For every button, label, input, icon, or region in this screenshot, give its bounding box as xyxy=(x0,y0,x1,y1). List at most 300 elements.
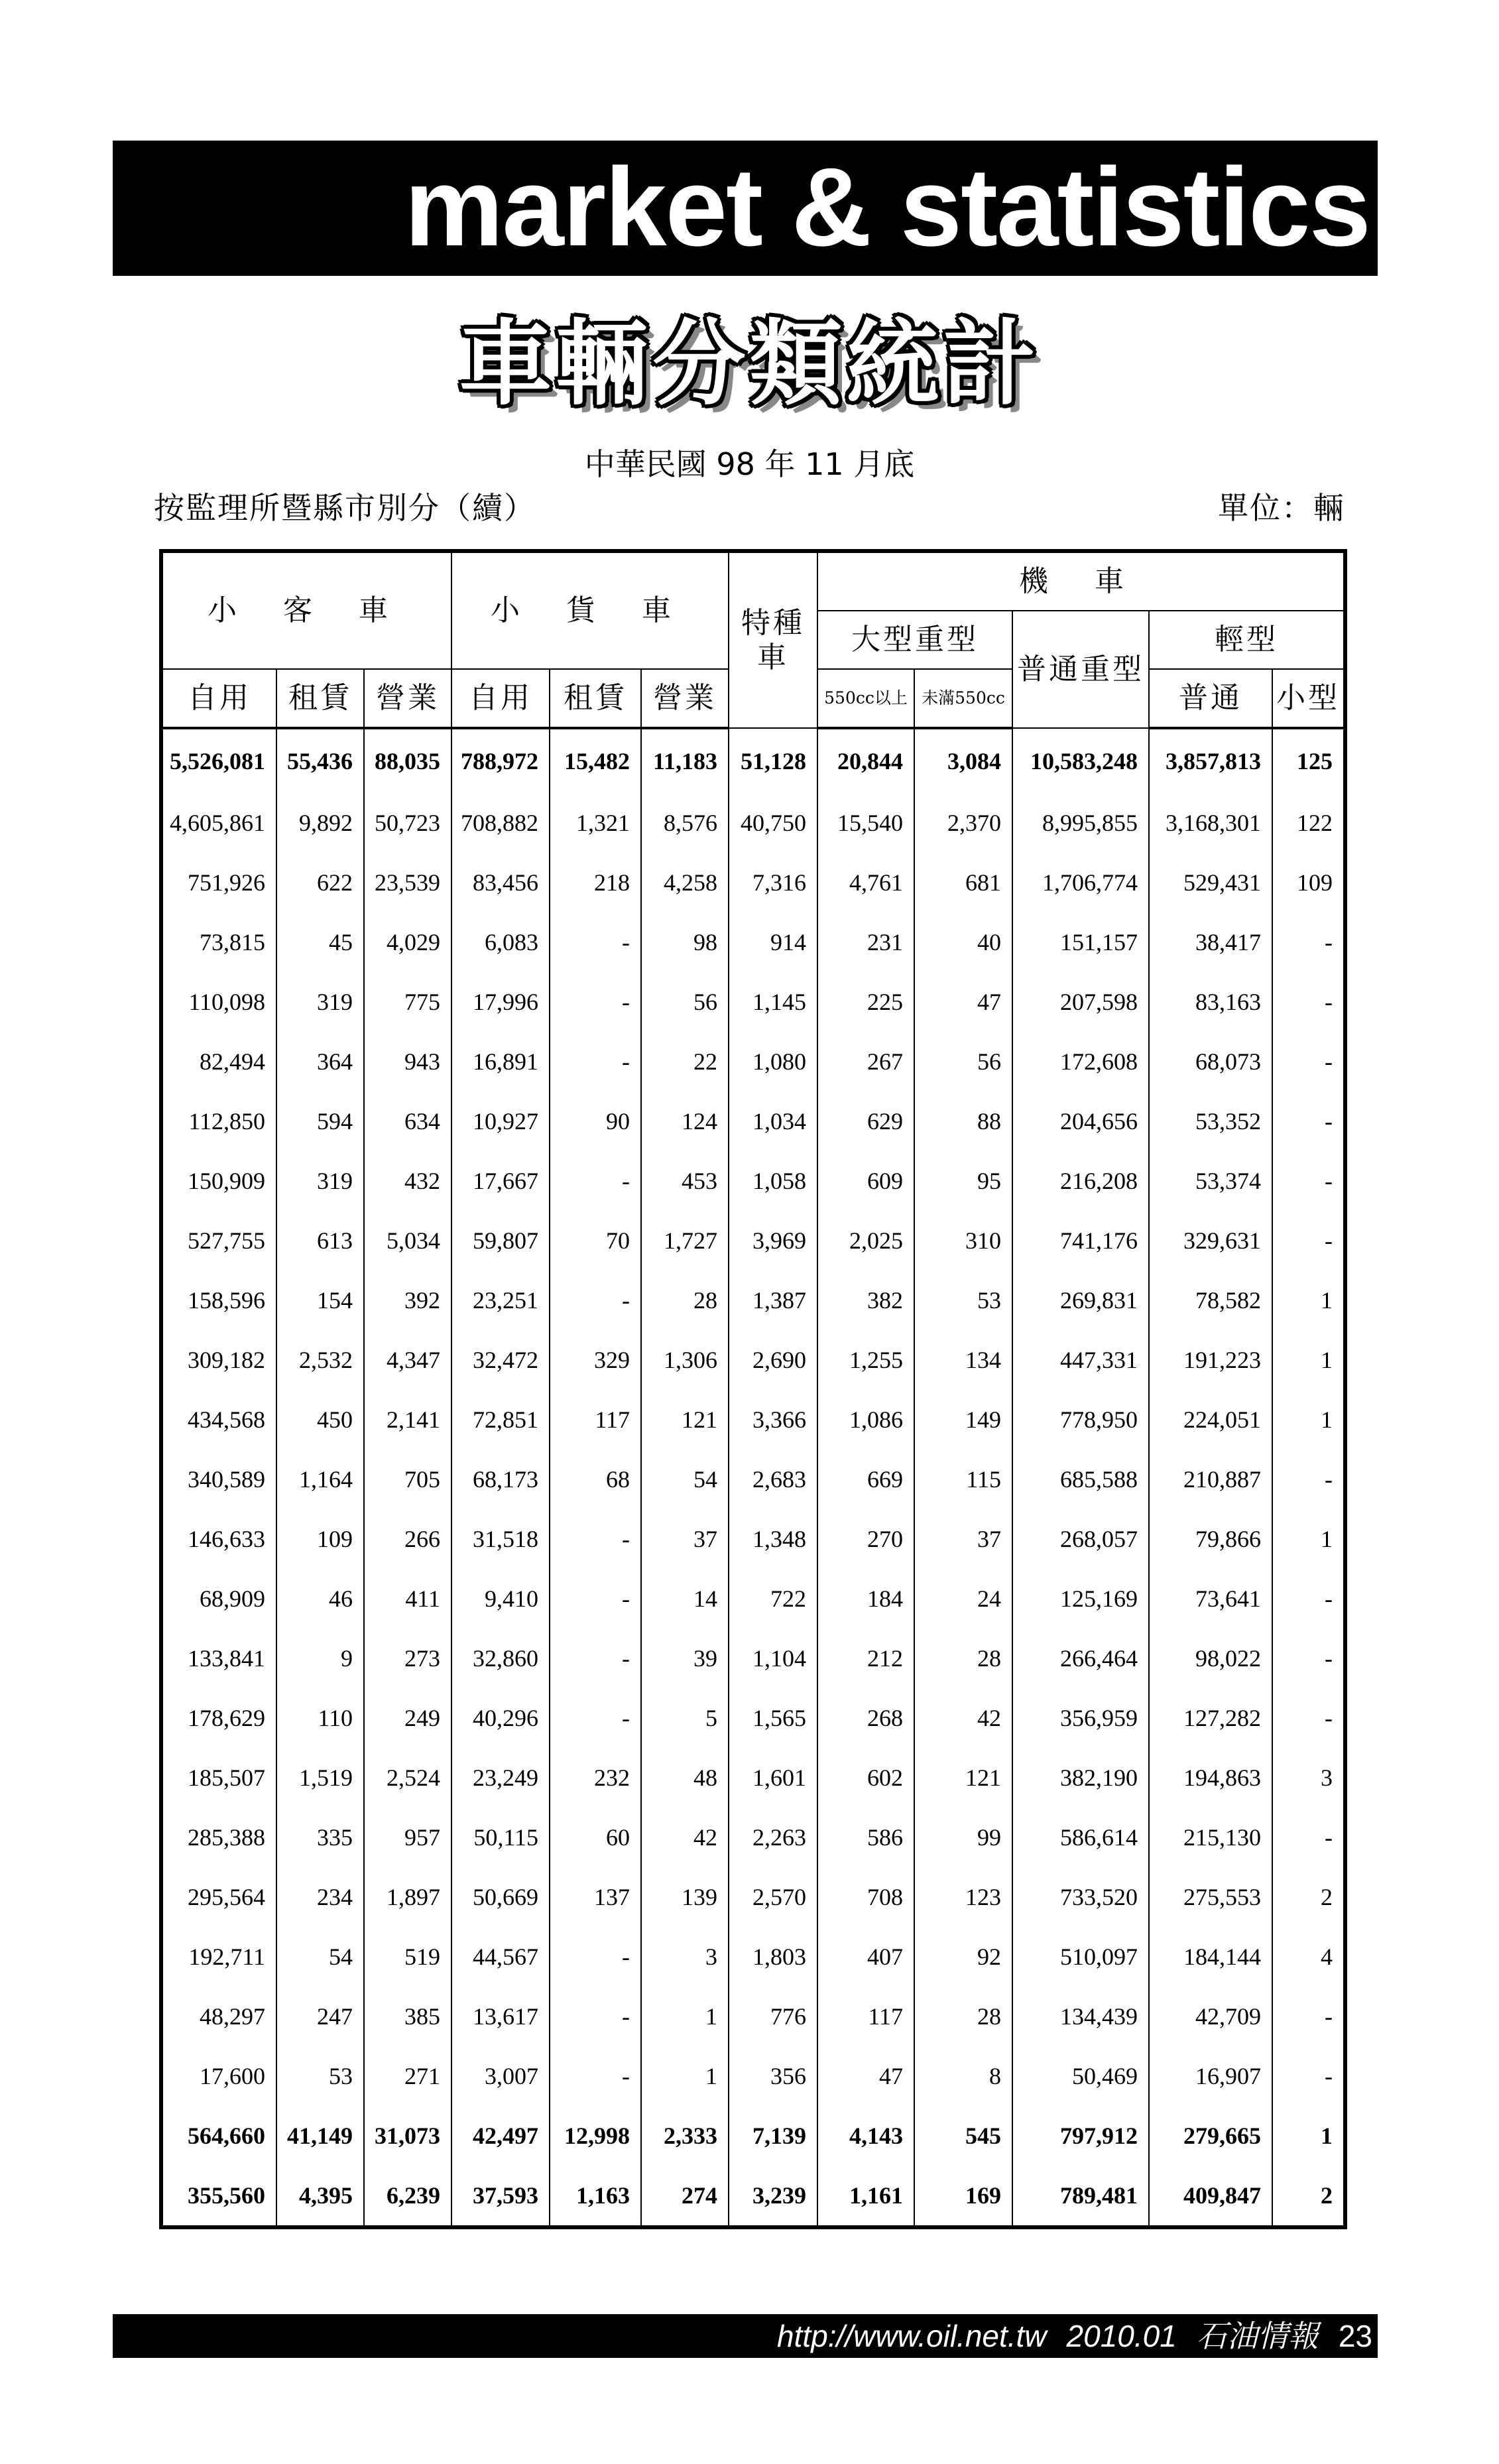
table-cell: 40,750 xyxy=(729,793,817,853)
table-cell: 295,564 xyxy=(161,1867,276,1927)
table-row xyxy=(161,1569,1345,1629)
table-cell: 17,600 xyxy=(161,2046,276,2106)
table-cell: - xyxy=(1272,912,1345,972)
table-cell: 194,863 xyxy=(1149,1748,1272,1808)
table-cell: 1,387 xyxy=(729,1270,817,1330)
table-cell: 3,007 xyxy=(451,2046,550,2106)
table-cell: 4,761 xyxy=(817,853,914,912)
table-cell: 733,520 xyxy=(1012,1867,1149,1927)
table-cell: 17,996 xyxy=(451,972,550,1032)
table-cell: 319 xyxy=(276,972,364,1032)
table-cell: - xyxy=(1272,1449,1345,1509)
table-cell: 775 xyxy=(364,972,451,1032)
table-cell: - xyxy=(550,1151,641,1211)
table-cell: 50,669 xyxy=(451,1867,550,1927)
table-cell: 112,850 xyxy=(161,1091,276,1151)
table-cell: - xyxy=(1272,1569,1345,1629)
table-cell: 90 xyxy=(550,1091,641,1151)
table-cell: 31,073 xyxy=(364,2106,451,2166)
table-cell: 4,029 xyxy=(364,912,451,972)
table-cell: 545 xyxy=(914,2106,1012,2166)
table-cell: 137 xyxy=(550,1867,641,1927)
table-cell: 7,139 xyxy=(729,2106,817,2166)
table-cell: 54 xyxy=(276,1927,364,1987)
table-cell: 47 xyxy=(817,2046,914,2106)
table-cell: - xyxy=(550,1032,641,1091)
table-cell: 3 xyxy=(641,1927,729,1987)
table-cell: 50,115 xyxy=(451,1808,550,1867)
footer-date: 2010.01 xyxy=(1066,2319,1177,2353)
table-cell: 72,851 xyxy=(451,1390,550,1449)
table-cell: 15,540 xyxy=(817,793,914,853)
table-caption: 按監理所暨縣市別分（續） xyxy=(154,490,536,526)
table-row xyxy=(161,1509,1345,1569)
table-cell: 216,208 xyxy=(1012,1151,1149,1211)
table-cell: 7,316 xyxy=(729,853,817,912)
table-cell: 1,706,774 xyxy=(1012,853,1149,912)
table-cell: 1,104 xyxy=(729,1629,817,1688)
table-row xyxy=(161,1270,1345,1330)
table-row xyxy=(161,1808,1345,1867)
table-cell: 586,614 xyxy=(1012,1808,1149,1867)
table-cell: 271 xyxy=(364,2046,451,2106)
table-cell: 42 xyxy=(914,1688,1012,1748)
table-cell: 23,251 xyxy=(451,1270,550,1330)
page-number: 23 xyxy=(1338,2319,1372,2353)
table-cell: 629 xyxy=(817,1091,914,1151)
table-cell: 2,025 xyxy=(817,1211,914,1270)
table-cell: 2,690 xyxy=(729,1330,817,1390)
table-cell: 13,617 xyxy=(451,1987,550,2046)
table-cell: - xyxy=(1272,1091,1345,1151)
table-cell: 3 xyxy=(1272,1748,1345,1808)
table-cell: 23,539 xyxy=(364,853,451,912)
table-cell: - xyxy=(1272,1688,1345,1748)
table-cell: 355,560 xyxy=(161,2166,276,2227)
table-cell: 15,482 xyxy=(550,728,641,793)
table-row xyxy=(161,1032,1345,1091)
footer-bar xyxy=(113,2314,1378,2358)
table-cell: 184 xyxy=(817,1569,914,1629)
table-row xyxy=(161,1987,1345,2046)
table-cell: 778,950 xyxy=(1012,1390,1149,1449)
table-cell: 151,157 xyxy=(1012,912,1149,972)
table-cell: - xyxy=(1272,972,1345,1032)
table-cell: - xyxy=(1272,1151,1345,1211)
header-rental: 租賃 xyxy=(276,669,364,728)
table-cell: 51,128 xyxy=(729,728,817,793)
table-cell: 2,570 xyxy=(729,1867,817,1927)
table-cell: 705 xyxy=(364,1449,451,1509)
table-cell: 622 xyxy=(276,853,364,912)
header-cc-under-550: 未滿550cc xyxy=(914,669,1012,728)
table-cell: 1,034 xyxy=(729,1091,817,1151)
table-cell: 53,352 xyxy=(1149,1091,1272,1151)
table-cell: 3,969 xyxy=(729,1211,817,1270)
table-cell: 385 xyxy=(364,1987,451,2046)
table-row xyxy=(161,1688,1345,1748)
header-special: 特種車 xyxy=(729,551,817,728)
table-cell: 681 xyxy=(914,853,1012,912)
table-cell: 1,348 xyxy=(729,1509,817,1569)
table-cell: 9,410 xyxy=(451,1569,550,1629)
table-cell: 1,161 xyxy=(817,2166,914,2227)
table-cell: 1,727 xyxy=(641,1211,729,1270)
table-cell: 169 xyxy=(914,2166,1012,2227)
table-cell: 450 xyxy=(276,1390,364,1449)
table-cell: 110 xyxy=(276,1688,364,1748)
table-cell: 943 xyxy=(364,1032,451,1091)
table-cell: 232 xyxy=(550,1748,641,1808)
table-cell: - xyxy=(550,912,641,972)
table-cell: 267 xyxy=(817,1032,914,1091)
table-cell: 207,598 xyxy=(1012,972,1149,1032)
table-cell: 185,507 xyxy=(161,1748,276,1808)
table-cell: 10,927 xyxy=(451,1091,550,1151)
table-cell: 134,439 xyxy=(1012,1987,1149,2046)
table-cell: 32,472 xyxy=(451,1330,550,1390)
table-cell: 319 xyxy=(276,1151,364,1211)
table-cell: 356,959 xyxy=(1012,1688,1149,1748)
table-cell: 28 xyxy=(641,1270,729,1330)
table-cell: 1 xyxy=(1272,1390,1345,1449)
table-cell: 68 xyxy=(550,1449,641,1509)
table-cell: 88,035 xyxy=(364,728,451,793)
table-cell: 586 xyxy=(817,1808,914,1867)
table-row xyxy=(161,1927,1345,1987)
table-cell: 268,057 xyxy=(1012,1509,1149,1569)
table-cell: 788,972 xyxy=(451,728,550,793)
table-cell: 356 xyxy=(729,2046,817,2106)
header-light: 輕型 xyxy=(1149,611,1345,669)
table-cell: 46 xyxy=(276,1569,364,1629)
table-cell: 2,524 xyxy=(364,1748,451,1808)
table-cell: 1,321 xyxy=(550,793,641,853)
table-cell: 31,518 xyxy=(451,1509,550,1569)
table-cell: 92 xyxy=(914,1927,1012,1987)
table-cell: 9 xyxy=(276,1629,364,1688)
table-cell: 39 xyxy=(641,1629,729,1688)
table-cell: 2 xyxy=(1272,2166,1345,2227)
table-cell: 9,892 xyxy=(276,793,364,853)
table-cell: 1,803 xyxy=(729,1927,817,1987)
table-cell: 266,464 xyxy=(1012,1629,1149,1688)
table-cell: 68,073 xyxy=(1149,1032,1272,1091)
table-cell: 149 xyxy=(914,1390,1012,1449)
table-cell: - xyxy=(1272,1211,1345,1270)
table-row xyxy=(161,1867,1345,1927)
header-motorcycle: 機 車 xyxy=(817,551,1345,611)
table-cell: - xyxy=(550,1987,641,2046)
header-private: 自用 xyxy=(161,669,276,728)
table-cell: 24 xyxy=(914,1569,1012,1629)
table-cell: 382 xyxy=(817,1270,914,1330)
table-cell: 1 xyxy=(1272,1270,1345,1330)
table-cell: 99 xyxy=(914,1808,1012,1867)
table-cell: 392 xyxy=(364,1270,451,1330)
unit-label: 單位：輛 xyxy=(1218,490,1345,526)
table-cell: 6,083 xyxy=(451,912,550,972)
table-cell: 133,841 xyxy=(161,1629,276,1688)
table-cell: 146,633 xyxy=(161,1509,276,1569)
table-cell: 382,190 xyxy=(1012,1748,1149,1808)
table-cell: 2,141 xyxy=(364,1390,451,1449)
vehicle-statistics-table xyxy=(159,549,1347,2229)
table-cell: 273 xyxy=(364,1629,451,1688)
table-cell: 722 xyxy=(729,1569,817,1629)
table-cell: 409,847 xyxy=(1149,2166,1272,2227)
table-cell: 1 xyxy=(1272,1330,1345,1390)
table-cell: 529,431 xyxy=(1149,853,1272,912)
table-cell: 60 xyxy=(550,1808,641,1867)
table-cell: 268 xyxy=(817,1688,914,1748)
table-cell: 53 xyxy=(914,1270,1012,1330)
footer-url: http://www.oil.net.tw xyxy=(777,2319,1047,2353)
table-cell: 4,258 xyxy=(641,853,729,912)
table-row xyxy=(161,912,1345,972)
table-cell: 110,098 xyxy=(161,972,276,1032)
table-cell: 669 xyxy=(817,1449,914,1509)
table-cell: 48 xyxy=(641,1748,729,1808)
table-cell: 56 xyxy=(914,1032,1012,1091)
table-cell: 1,080 xyxy=(729,1032,817,1091)
table-cell: 134 xyxy=(914,1330,1012,1390)
table-cell: 42,497 xyxy=(451,2106,550,2166)
table-cell: 407 xyxy=(817,1927,914,1987)
table-cell: - xyxy=(550,1569,641,1629)
footer-publication: 石油情報 xyxy=(1196,2319,1319,2353)
table-cell: 95 xyxy=(914,1151,1012,1211)
table-cell: 184,144 xyxy=(1149,1927,1272,1987)
table-row xyxy=(161,853,1345,912)
table-cell: 1,565 xyxy=(729,1688,817,1748)
table-cell: 14 xyxy=(641,1569,729,1629)
table-row xyxy=(161,1629,1345,1688)
header-light-ordinary: 普通 xyxy=(1149,669,1272,728)
table-cell: 125,169 xyxy=(1012,1569,1149,1629)
table-cell: 139 xyxy=(641,1867,729,1927)
table-cell: 1,255 xyxy=(817,1330,914,1390)
table-cell: 2,532 xyxy=(276,1330,364,1390)
table-row xyxy=(161,1330,1345,1390)
table-cell: 23,249 xyxy=(451,1748,550,1808)
table-cell: 117 xyxy=(817,1987,914,2046)
table-cell: 285,388 xyxy=(161,1808,276,1867)
table-cell: 609 xyxy=(817,1151,914,1211)
table-cell: 150,909 xyxy=(161,1151,276,1211)
table-cell: 127,282 xyxy=(1149,1688,1272,1748)
table-cell: 309,182 xyxy=(161,1330,276,1390)
table-cell: - xyxy=(550,972,641,1032)
table-cell: - xyxy=(550,1688,641,1748)
table-cell: 1,163 xyxy=(550,2166,641,2227)
table-cell: 28 xyxy=(914,1987,1012,2046)
table-cell: 38,417 xyxy=(1149,912,1272,972)
table-cell: 4,143 xyxy=(817,2106,914,2166)
header-truck-private: 自用 xyxy=(451,669,550,728)
table-cell: 594 xyxy=(276,1091,364,1151)
table-cell: 125 xyxy=(1272,728,1345,793)
table-row xyxy=(161,728,1345,793)
table-cell: 3,084 xyxy=(914,728,1012,793)
table-cell: 1 xyxy=(641,2046,729,2106)
table-cell: 16,907 xyxy=(1149,2046,1272,2106)
table-cell: - xyxy=(550,1927,641,1987)
table-cell: 8,576 xyxy=(641,793,729,853)
table-cell: 115 xyxy=(914,1449,1012,1509)
table-cell: 234 xyxy=(276,1867,364,1927)
table-cell: 266 xyxy=(364,1509,451,1569)
table-cell: 3,239 xyxy=(729,2166,817,2227)
table-cell: 212 xyxy=(817,1629,914,1688)
table-cell: 2,683 xyxy=(729,1449,817,1509)
table-cell: 178,629 xyxy=(161,1688,276,1748)
table-cell: 218 xyxy=(550,853,641,912)
table-body xyxy=(161,728,1345,2227)
table-row xyxy=(161,1151,1345,1211)
table-cell: 751,926 xyxy=(161,853,276,912)
table-cell: 613 xyxy=(276,1211,364,1270)
table-row xyxy=(161,2106,1345,2166)
table-cell: 42,709 xyxy=(1149,1987,1272,2046)
table-cell: 434,568 xyxy=(161,1390,276,1449)
table-cell: 2,263 xyxy=(729,1808,817,1867)
table-cell: 22 xyxy=(641,1032,729,1091)
table-cell: 231 xyxy=(817,912,914,972)
table-cell: 685,588 xyxy=(1012,1449,1149,1509)
table-cell: 602 xyxy=(817,1748,914,1808)
footer-text xyxy=(757,2317,1372,2355)
table-row xyxy=(161,793,1345,853)
table-cell: 123 xyxy=(914,1867,1012,1927)
table-cell: - xyxy=(1272,1629,1345,1688)
table-cell: 172,608 xyxy=(1012,1032,1149,1091)
table-cell: 2 xyxy=(1272,1867,1345,1927)
table-cell: 329 xyxy=(550,1330,641,1390)
table-cell: 16,891 xyxy=(451,1032,550,1091)
table-cell: 48,297 xyxy=(161,1987,276,2046)
table-cell: 82,494 xyxy=(161,1032,276,1091)
table-cell: 73,815 xyxy=(161,912,276,972)
table-cell: - xyxy=(1272,1987,1345,2046)
table-cell: 68,909 xyxy=(161,1569,276,1629)
table-cell: 249 xyxy=(364,1688,451,1748)
table-row xyxy=(161,1748,1345,1808)
table-cell: 83,163 xyxy=(1149,972,1272,1032)
table-cell: 124 xyxy=(641,1091,729,1151)
header-large-heavy: 大型重型 xyxy=(817,611,1012,669)
page-title: 車輛分類統計 xyxy=(459,310,1040,418)
table-cell: 53,374 xyxy=(1149,1151,1272,1211)
table-cell: 40 xyxy=(914,912,1012,972)
table-cell: 2,370 xyxy=(914,793,1012,853)
table-cell: 329,631 xyxy=(1149,1211,1272,1270)
table-cell: 411 xyxy=(364,1569,451,1629)
table-cell: 1 xyxy=(641,1987,729,2046)
table-cell: 154 xyxy=(276,1270,364,1330)
table-cell: 279,665 xyxy=(1149,2106,1272,2166)
table-cell: 1,897 xyxy=(364,1867,451,1927)
table-cell: 54 xyxy=(641,1449,729,1509)
table-cell: 41,149 xyxy=(276,2106,364,2166)
table-cell: 225 xyxy=(817,972,914,1032)
table-cell: 708,882 xyxy=(451,793,550,853)
table-cell: 191,223 xyxy=(1149,1330,1272,1390)
table-cell: 55,436 xyxy=(276,728,364,793)
table-cell: 50,469 xyxy=(1012,2046,1149,2106)
table-cell: 1,145 xyxy=(729,972,817,1032)
table-cell: 1 xyxy=(1272,1509,1345,1569)
table-cell: 83,456 xyxy=(451,853,550,912)
table-cell: 4,395 xyxy=(276,2166,364,2227)
table-row xyxy=(161,1449,1345,1509)
table-row xyxy=(161,2166,1345,2227)
table-cell: 4,347 xyxy=(364,1330,451,1390)
table-cell: 70 xyxy=(550,1211,641,1270)
table-cell: 432 xyxy=(364,1151,451,1211)
table-cell: 44,567 xyxy=(451,1927,550,1987)
table-cell: 8 xyxy=(914,2046,1012,2106)
header-truck-commercial: 營業 xyxy=(641,669,729,728)
table-cell: 56 xyxy=(641,972,729,1032)
table-cell: 5,526,081 xyxy=(161,728,276,793)
table-cell: 32,860 xyxy=(451,1629,550,1688)
table-row xyxy=(161,1390,1345,1449)
table-cell: - xyxy=(1272,1808,1345,1867)
table-cell: - xyxy=(550,2046,641,2106)
header-commercial: 營業 xyxy=(364,669,451,728)
header-cc-over-550: 550cc以上 xyxy=(817,669,914,728)
table-cell: 224,051 xyxy=(1149,1390,1272,1449)
table-cell: 1,058 xyxy=(729,1151,817,1211)
table-cell: 40,296 xyxy=(451,1688,550,1748)
table-cell: 192,711 xyxy=(161,1927,276,1987)
table-cell: 109 xyxy=(276,1509,364,1569)
date-subtitle: 中華民國 98 年 11 月底 xyxy=(584,446,915,482)
table-row xyxy=(161,1091,1345,1151)
table-row xyxy=(161,972,1345,1032)
table-cell: 59,807 xyxy=(451,1211,550,1270)
table-cell: 275,553 xyxy=(1149,1867,1272,1927)
table-cell: - xyxy=(550,1509,641,1569)
header-small-passenger: 小 客 車 xyxy=(161,551,451,669)
table-cell: 98,022 xyxy=(1149,1629,1272,1688)
table-cell: 37 xyxy=(914,1509,1012,1569)
table-cell: 122 xyxy=(1272,793,1345,853)
table-cell: 5,034 xyxy=(364,1211,451,1270)
table-cell: 340,589 xyxy=(161,1449,276,1509)
table-cell: 4 xyxy=(1272,1927,1345,1987)
table-cell: - xyxy=(550,1629,641,1688)
table-cell: 88 xyxy=(914,1091,1012,1151)
table-cell: 121 xyxy=(641,1390,729,1449)
table-cell: 447,331 xyxy=(1012,1330,1149,1390)
table-cell: 453 xyxy=(641,1151,729,1211)
table-cell: 215,130 xyxy=(1149,1808,1272,1867)
table-row xyxy=(161,1211,1345,1270)
table-cell: 1,306 xyxy=(641,1330,729,1390)
table-cell: 957 xyxy=(364,1808,451,1867)
table-cell: 45 xyxy=(276,912,364,972)
table-cell: 68,173 xyxy=(451,1449,550,1509)
table-cell: 1 xyxy=(1272,2106,1345,2166)
table-cell: 741,176 xyxy=(1012,1211,1149,1270)
table-cell: 510,097 xyxy=(1012,1927,1149,1987)
table-cell: 12,998 xyxy=(550,2106,641,2166)
table-cell: 776 xyxy=(729,1987,817,2046)
table-cell: 37,593 xyxy=(451,2166,550,2227)
table-cell: 79,866 xyxy=(1149,1509,1272,1569)
